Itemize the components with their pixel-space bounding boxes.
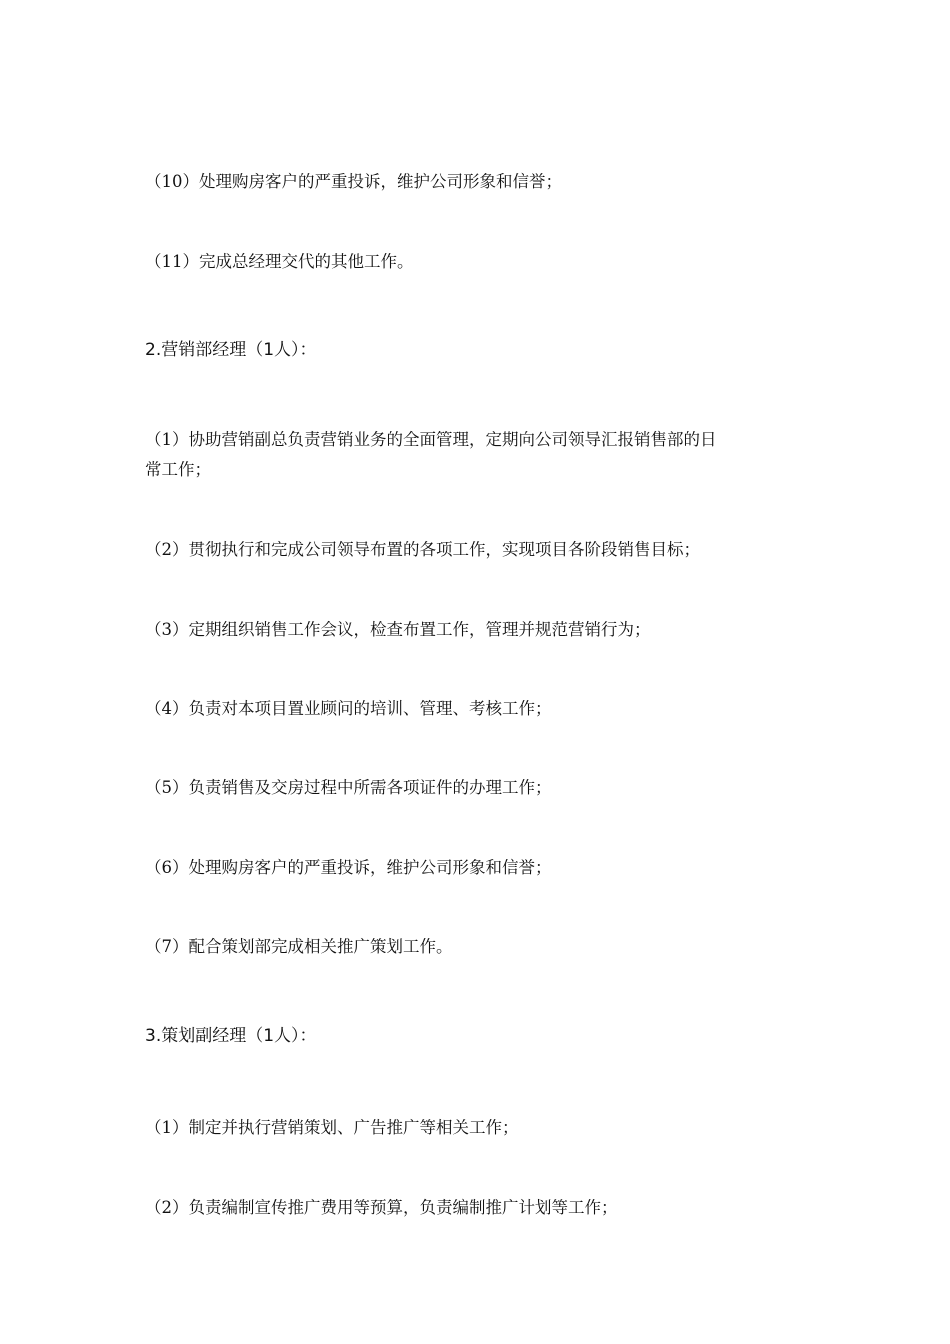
paragraph-item-1-planning: （1）制定并执行营销策划、广告推广等相关工作； [145,1118,519,1137]
section-heading-planning-deputy-manager: 3.策划副经理（1人）： [145,1026,317,1046]
paragraph-item-10: （10）处理购房客户的严重投诉，维护公司形象和信誉； [145,172,562,191]
paragraph-item-5: （5）负责销售及交房过程中所需各项证件的办理工作； [145,778,552,797]
paragraph-item-6: （6）处理购房客户的严重投诉，维护公司形象和信誉； [145,858,552,877]
paragraph-item-2: （2）贯彻执行和完成公司领导布置的各项工作，实现项目各阶段销售目标； [145,540,700,559]
paragraph-item-1-continued: 常工作； [145,460,211,479]
paragraph-item-7: （7）配合策划部完成相关推广策划工作。 [145,937,453,956]
section-heading-marketing-manager: 2.营销部经理（1人）： [145,340,317,360]
paragraph-item-2-planning: （2）负责编制宣传推广费用等预算，负责编制推广计划等工作； [145,1198,618,1217]
paragraph-item-1: （1）协助营销副总负责营销业务的全面管理，定期向公司领导汇报销售部的日 [145,430,717,449]
paragraph-item-4: （4）负责对本项目置业顾问的培训、管理、考核工作； [145,699,552,718]
paragraph-item-3: （3）定期组织销售工作会议，检查布置工作，管理并规范营销行为； [145,620,651,639]
paragraph-item-11: （11）完成总经理交代的其他工作。 [145,252,414,271]
